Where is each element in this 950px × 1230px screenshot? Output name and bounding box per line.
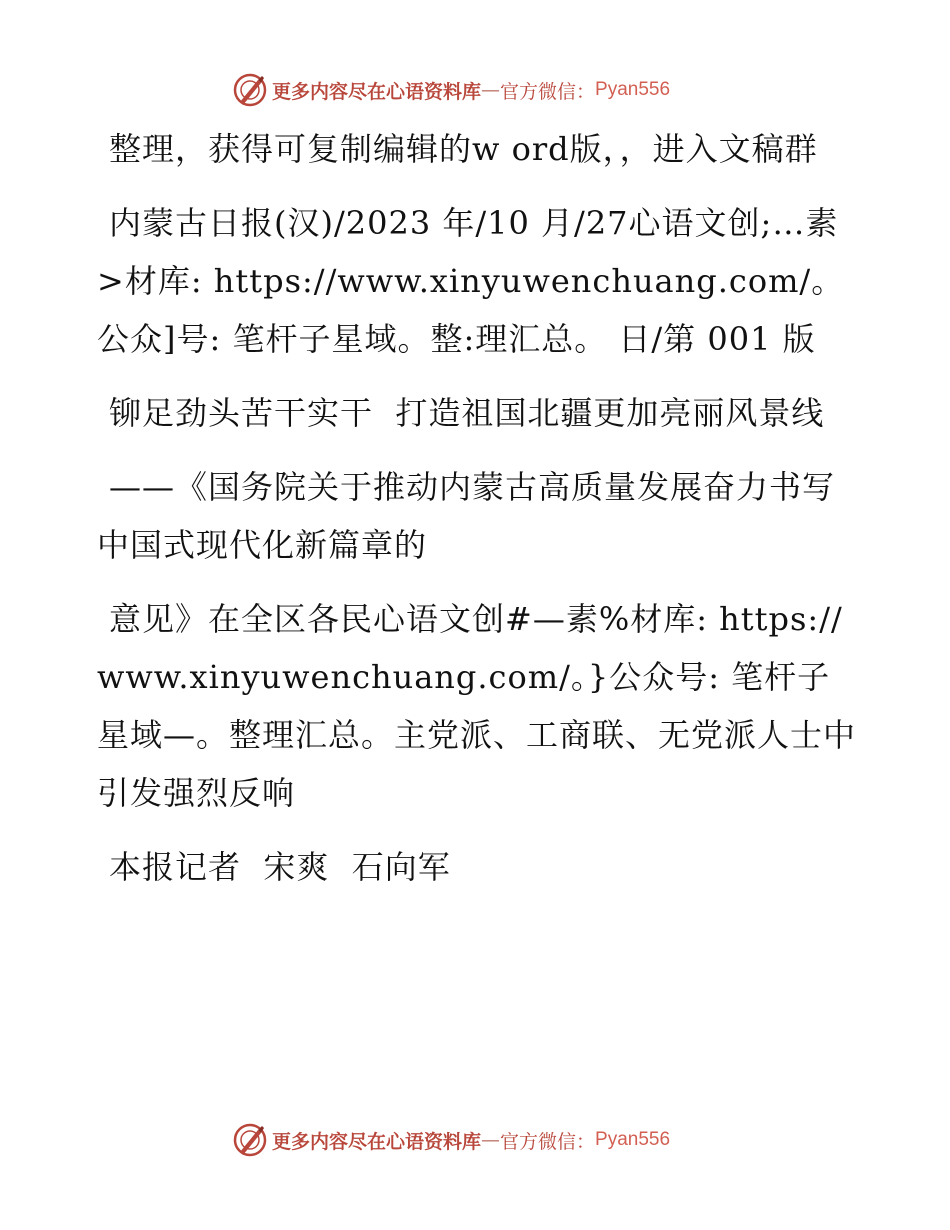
header-wechat-id: Pyan556 xyxy=(595,79,671,100)
paragraph-intro: 整理，获得可复制编辑的w ord版，，进入文稿群 xyxy=(109,130,818,168)
footer-banner-text: 更多内容尽在心语资料库 xyxy=(272,1130,482,1153)
header-wechat-label: 官方微信： xyxy=(500,80,596,103)
paragraph-body: 意见》在全区各民心语文创#—素%材库: https://www.xinyuwenchuang.com/。}公众号: 笔杆子星域—。整理汇总。主党派、工商联、无党派人士中引发强烈反响 xyxy=(97,600,857,812)
header-banner-separator: — xyxy=(481,79,501,101)
footer-watermark-banner xyxy=(232,1120,752,1160)
document-body xyxy=(97,120,857,912)
header-watermark-banner xyxy=(232,70,752,110)
article-headline: 铆足劲头苦干实干 打造祖国北疆更加亮丽风景线 xyxy=(109,394,825,432)
pen-logo-icon xyxy=(232,72,268,108)
article-subheadline: ——《国务院关于推动内蒙古高质量发展奋力书写中国式现代化新篇章的 xyxy=(97,468,836,564)
footer-wechat-id: Pyan556 xyxy=(595,1129,671,1150)
reporter-byline: 本报记者 宋爽 石向军 xyxy=(109,848,451,886)
paragraph-source: 内蒙古日报(汉)/2023 年/10 月/27心语文创;…素>材库: https://www.xinyuwenchuang.com/。公众]号: 笔杆子星域。整:理汇总。 日/第 001 版 xyxy=(97,204,845,358)
footer-banner-separator: — xyxy=(481,1129,501,1151)
pen-logo-icon xyxy=(232,1122,268,1158)
footer-wechat-label: 官方微信： xyxy=(500,1130,596,1153)
header-banner-text: 更多内容尽在心语资料库 xyxy=(272,80,482,103)
